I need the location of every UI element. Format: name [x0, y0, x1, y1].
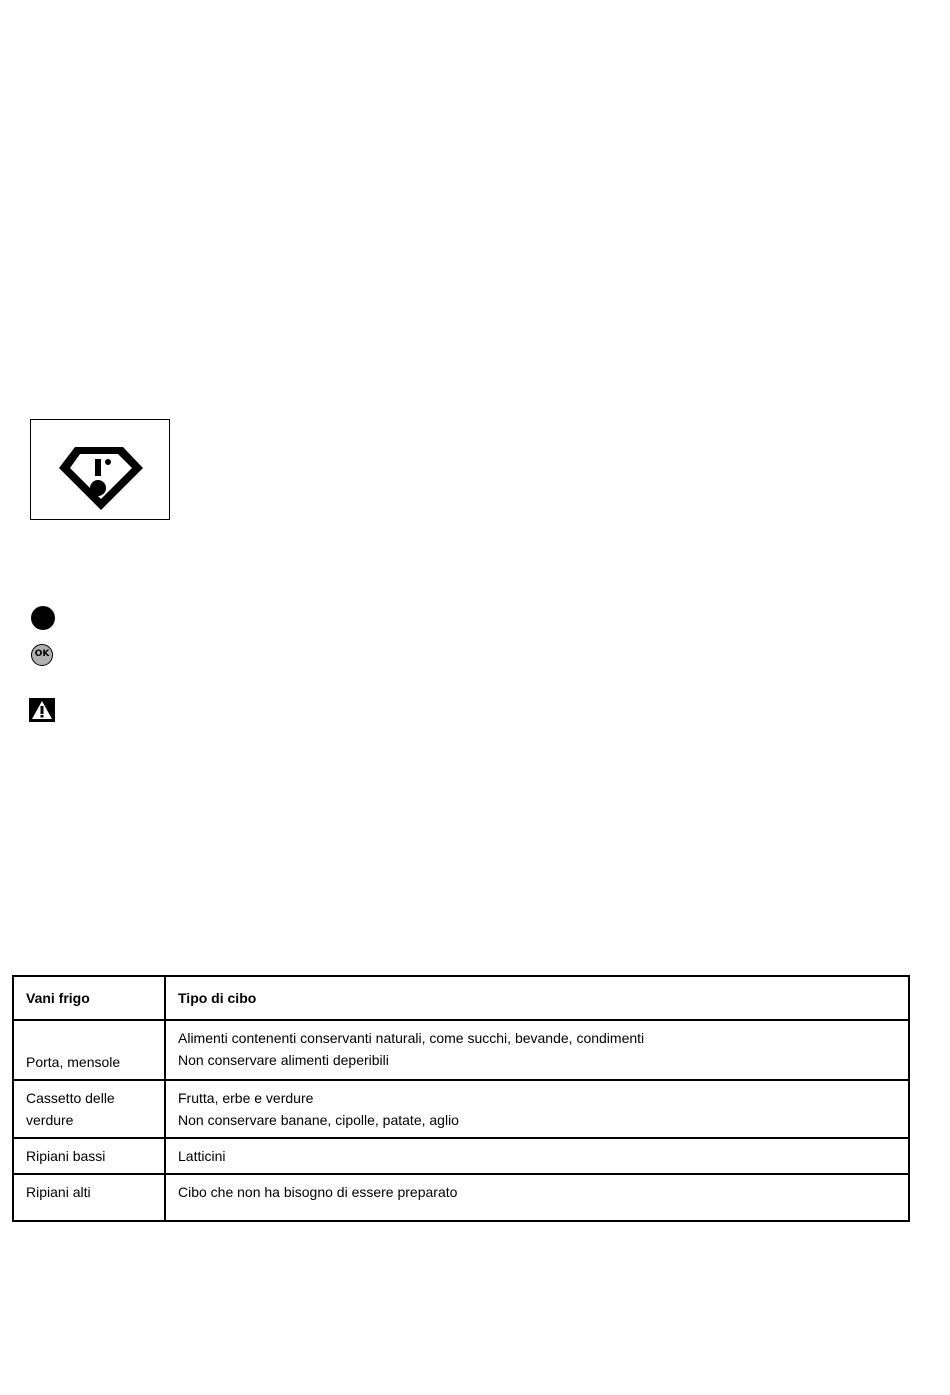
fridge-temperature-zone-icon	[31, 420, 171, 521]
table-row	[13, 1020, 909, 1080]
ok-button-icon: OK	[31, 644, 53, 666]
compartment-cell: Ripiani bassi	[13, 1138, 165, 1174]
black-dot-icon	[31, 606, 55, 630]
food-line: Frutta, erbe e verdure	[178, 1090, 314, 1106]
table-row	[13, 1138, 909, 1174]
food-cell	[165, 1138, 909, 1174]
food-cell	[165, 1174, 909, 1221]
header-food-type: Tipo di cibo	[165, 976, 909, 1020]
food-storage-table	[12, 975, 910, 1222]
compartment-cell: Porta, mensole	[13, 1020, 165, 1080]
food-line: Latticini	[178, 1148, 226, 1164]
food-line: Cibo che non ha bisogno di essere preparato	[178, 1184, 458, 1200]
header-compartment: Vani frigo	[13, 976, 165, 1020]
food-cell	[165, 1080, 909, 1138]
food-line: Alimenti contenenti conservanti naturali, come succhi, bevande, condimenti	[178, 1030, 645, 1046]
food-cell	[165, 1020, 909, 1080]
table-row	[13, 1174, 909, 1221]
table-header-row	[13, 976, 909, 1020]
compartment-cell: Ripiani alti	[13, 1174, 165, 1221]
compartment-cell: Cassetto delle verdure	[13, 1080, 165, 1138]
food-line: Non conservare alimenti deperibili	[178, 1052, 389, 1068]
table-row	[13, 1080, 909, 1138]
warning-triangle-icon	[29, 698, 55, 722]
food-line: Non conservare banane, cipolle, patate, aglio	[178, 1112, 459, 1128]
fridge-symbol-box	[30, 419, 170, 520]
